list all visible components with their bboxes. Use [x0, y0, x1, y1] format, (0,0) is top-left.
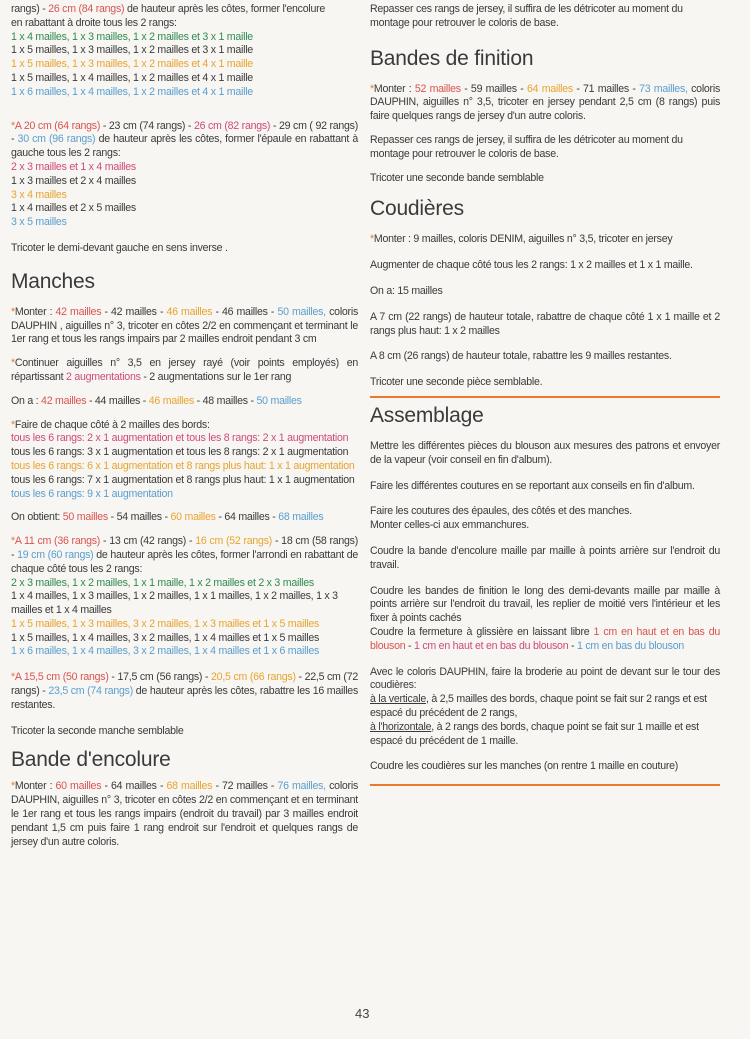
size-line: 3 x 5 mailles — [11, 216, 67, 229]
page-number: 43 — [355, 1006, 370, 1021]
finition-note: Tricoter une seconde bande semblable — [370, 171, 544, 184]
size-line: 2 x 3 mailles et 1 x 4 mailles — [11, 160, 136, 173]
assemblage-p4: Coudre la bande d'encolure maille par maille à points arrière sur l'endroit du travail. — [370, 544, 720, 571]
bullet-star-icon: * — [370, 233, 374, 246]
finition-repasser: Repasser ces rangs de jersey, il suffira de les détricoter au moment du montage pour retrouver le coloris de base. — [370, 133, 683, 160]
assemblage-horizontale: à l'horizontale, à 2 rangs des bords, chaque point se fait sur 1 maille et est espacé du précédent de 1 maille. — [370, 720, 699, 747]
assemblage-p3a: Faire les coutures des épaules, des côtés et des manches. — [370, 505, 632, 518]
section-divider — [370, 784, 720, 786]
neck-shaping-intro: rangs) - 26 cm (84 rangs) de hauteur après les côtes, former l'encolure — [11, 3, 326, 15]
size-line: 1 x 5 mailles, 1 x 4 mailles, 1 x 2 mailles et 4 x 1 maille — [11, 71, 253, 84]
size-line: tous les 6 rangs: 7 x 1 augmentation et 8 rangs plus haut: 1 x 1 augmentation — [11, 473, 355, 486]
coudieres-cast-on: *Monter : 9 mailles, coloris DENIM, aiguilles n° 3,5, tricoter en jersey — [370, 233, 673, 246]
manches-count: On a : 42 mailles - 44 mailles - 46 mailles - 48 mailles - 50 mailles — [11, 394, 302, 407]
section-title-manches: Manches — [11, 269, 95, 293]
assemblage-p3b: Monter celles-ci aux emmanchures. — [370, 519, 529, 532]
manches-cast-on: *Monter : 42 mailles - 42 mailles - 46 mailles - 46 mailles - 50 mailles, coloris DAUPHIN , aiguilles n° 3, tricoter en côtes 2/2 en commençant et terminant le 1er rang et tous les rangs impairs par 2 mailles endroit pendant 3 cm — [11, 305, 358, 346]
finition-cast-on: *Monter : 52 mailles - 59 mailles - 64 mailles - 71 mailles - 73 mailles, coloris DAUPHIN, aiguilles n° 3,5, tricoter en jersey pendant 2,5 cm (8 rangs) puis faire quelques rangs de jersey d'un autre coloris. — [370, 82, 720, 123]
manches-continue: *Continuer aiguilles n° 3,5 en jersey rayé (voir points employés) en répartissant 2 augmentations - 2 augmentations sur le 1er rang — [11, 357, 358, 383]
section-title-coudieres: Coudières — [370, 197, 464, 221]
size-line: 1 x 5 mailles, 1 x 3 mailles, 3 x 2 mailles, 1 x 3 mailles et 1 x 5 mailles — [11, 617, 320, 630]
right-top-paragraph: Repasser ces rangs de jersey, il suffira de les détricoter au moment du montage pour retrouver le coloris de base. — [370, 3, 683, 29]
bullet-star-icon: * — [11, 418, 15, 431]
manches-armhole: *A 11 cm (36 rangs) - 13 cm (42 rangs) - 16 cm (52 rangs) - 18 cm (58 rangs) - 19 cm (60 rangs) de hauteur après les côtes, former l'arrondi en rabattant de chaque côté tous les 2 rangs: — [11, 535, 358, 575]
coudieres-count: On a: 15 mailles — [370, 284, 443, 297]
section-title-bandes-finition: Bandes de finition — [370, 46, 534, 70]
manches-obtain: On obtient: 50 mailles - 54 mailles - 60 mailles - 64 mailles - 68 mailles — [11, 511, 324, 524]
size-line: 1 x 5 mailles, 1 x 3 mailles, 1 x 2 mailles et 4 x 1 maille — [11, 58, 253, 71]
bullet-star-icon: * — [11, 119, 15, 132]
size-line: tous les 6 rangs: 9 x 1 augmentation — [11, 487, 173, 500]
size-line: 1 x 4 mailles, 1 x 3 mailles, 1 x 2 mailles, 1 x 1 mailles, 1 x 2 mailles, 1 x 3 mailles et 1 x 4 mailles — [11, 590, 338, 617]
assemblage-p1: Mettre les différentes pièces du blouson aux mesures des patrons et envoyer de la vapeur (voir conseil en fin d'album). — [370, 439, 720, 466]
assemblage-broderie: Avec le coloris DAUPHIN, faire la broderie au point de devant sur le tour des coudières: — [370, 665, 720, 692]
manches-increase-intro: *Faire de chaque côté à 2 mailles des bords: — [11, 418, 210, 431]
size-line: 1 x 5 mailles, 1 x 3 mailles, 1 x 2 mailles et 3 x 1 maille — [11, 44, 253, 57]
assemblage-zip: Coudre la fermeture à glissière en laissant libre 1 cm en haut et en bas du blouson - 1 cm en haut et en bas du blouson - 1 cm en bas du blouson — [370, 625, 720, 652]
size-line: 1 x 3 mailles et 2 x 4 mailles — [11, 174, 136, 187]
manches-bind-off: *A 15,5 cm (50 rangs) - 17,5 cm (56 rangs) - 20,5 cm (66 rangs) - 22,5 cm (72 rangs) - 23,5 cm (74 rangs) de hauteur après les côtes, rabattre les 16 mailles restantes. — [11, 671, 358, 711]
size-line: 2 x 3 mailles, 1 x 2 mailles, 1 x 1 maille, 1 x 2 mailles et 2 x 3 mailles — [11, 576, 314, 589]
neck-shaping-intro-2: en rabattant à droite tous les 2 rangs: — [11, 16, 177, 29]
coudieres-decrease: A 7 cm (22 rangs) de hauteur totale, rabattre de chaque côté 1 x 1 maille et 2 rangs plus haut: 1 x 2 mailles — [370, 310, 720, 337]
size-line: 1 x 6 mailles, 1 x 4 mailles, 3 x 2 mailles, 1 x 4 mailles et 1 x 6 mailles — [11, 645, 320, 658]
right-column — [370, 0, 720, 786]
bullet-star-icon: * — [370, 82, 374, 95]
section-title-bande-encolure: Bande d'encolure — [11, 748, 171, 772]
assemblage-verticale: à la verticale, à 2,5 mailles des bords, chaque point se fait sur 2 rangs et est espacé du précédent de 2 rangs, — [370, 693, 707, 719]
section-title-assemblage: Assemblage — [370, 403, 484, 427]
assemblage-p5: Coudre les bandes de finition le long des demi-devants maille par maille à points arrière sur l'endroit du travail, les replier de moitié vers l'intérieur et les fixer à points cachés — [370, 584, 720, 625]
assemblage-p2: Faire les différentes coutures en se reportant aux conseils en fin d'album. — [370, 479, 695, 492]
size-line: tous les 6 rangs: 3 x 1 augmentation et tous les 8 rangs: 2 x 1 augmentation — [11, 446, 349, 459]
bullet-star-icon: * — [11, 671, 15, 684]
bullet-star-icon: * — [11, 357, 15, 370]
assemblage-p6: Coudre les coudières sur les manches (on rentre 1 maille en couture) — [370, 760, 679, 773]
size-line: 1 x 5 mailles, 1 x 4 mailles, 3 x 2 mailles, 1 x 4 mailles et 1 x 5 mailles — [11, 631, 320, 644]
size-line: 1 x 4 mailles, 1 x 3 mailles, 1 x 2 mailles et 3 x 1 maille — [11, 30, 253, 43]
size-line: 1 x 4 mailles et 2 x 5 mailles — [11, 202, 136, 215]
size-line: 3 x 4 mailles — [11, 188, 67, 201]
bullet-star-icon: * — [11, 305, 15, 318]
bullet-star-icon: * — [11, 535, 15, 548]
size-line: tous les 6 rangs: 2 x 1 augmentation et tous les 8 rangs: 2 x 1 augmentation — [11, 432, 349, 445]
encolure-cast-on: *Monter : 60 mailles - 64 mailles - 68 mailles - 72 mailles - 76 mailles, coloris DAUPHIN, aiguilles n° 3, tricoter en côtes 2/2 en commençant et en terminant le 1er rang et tous les rangs impairs (endroit du travail) par 3 mailles endroit pendant 1,5 cm puis faire 1 rang endroit sur l'endroit et quelques rangs de jersey d'un autre coloris. — [11, 780, 358, 848]
coudieres-increase: Augmenter de chaque côté tous les 2 rangs: 1 x 2 mailles et 1 x 1 maille. — [370, 259, 693, 272]
shoulder-instruction: *A 20 cm (64 rangs) - 23 cm (74 rangs) - 26 cm (82 rangs) - 29 cm ( 92 rangs) - 30 cm (96 rangs) de hauteur après les côtes, former l'épaule en rabattant à gauche tous les 2 rangs: — [11, 119, 359, 160]
coudieres-bind-off: A 8 cm (26 rangs) de hauteur totale, rabattre les 9 mailles restantes. — [370, 350, 672, 363]
note: Tricoter le demi-devant gauche en sens inverse . — [11, 241, 228, 254]
size-line: tous les 6 rangs: 6 x 1 augmentation et 8 rangs plus haut: 1 x 1 augmentation — [11, 459, 355, 472]
note: Tricoter la seconde manche semblable — [11, 724, 184, 737]
size-line: 1 x 6 mailles, 1 x 4 mailles, 1 x 2 mailles et 4 x 1 maille — [11, 85, 253, 98]
coudieres-note: Tricoter une seconde pièce semblable. — [370, 376, 543, 389]
bullet-star-icon: * — [11, 780, 15, 793]
left-column — [11, 0, 358, 849]
